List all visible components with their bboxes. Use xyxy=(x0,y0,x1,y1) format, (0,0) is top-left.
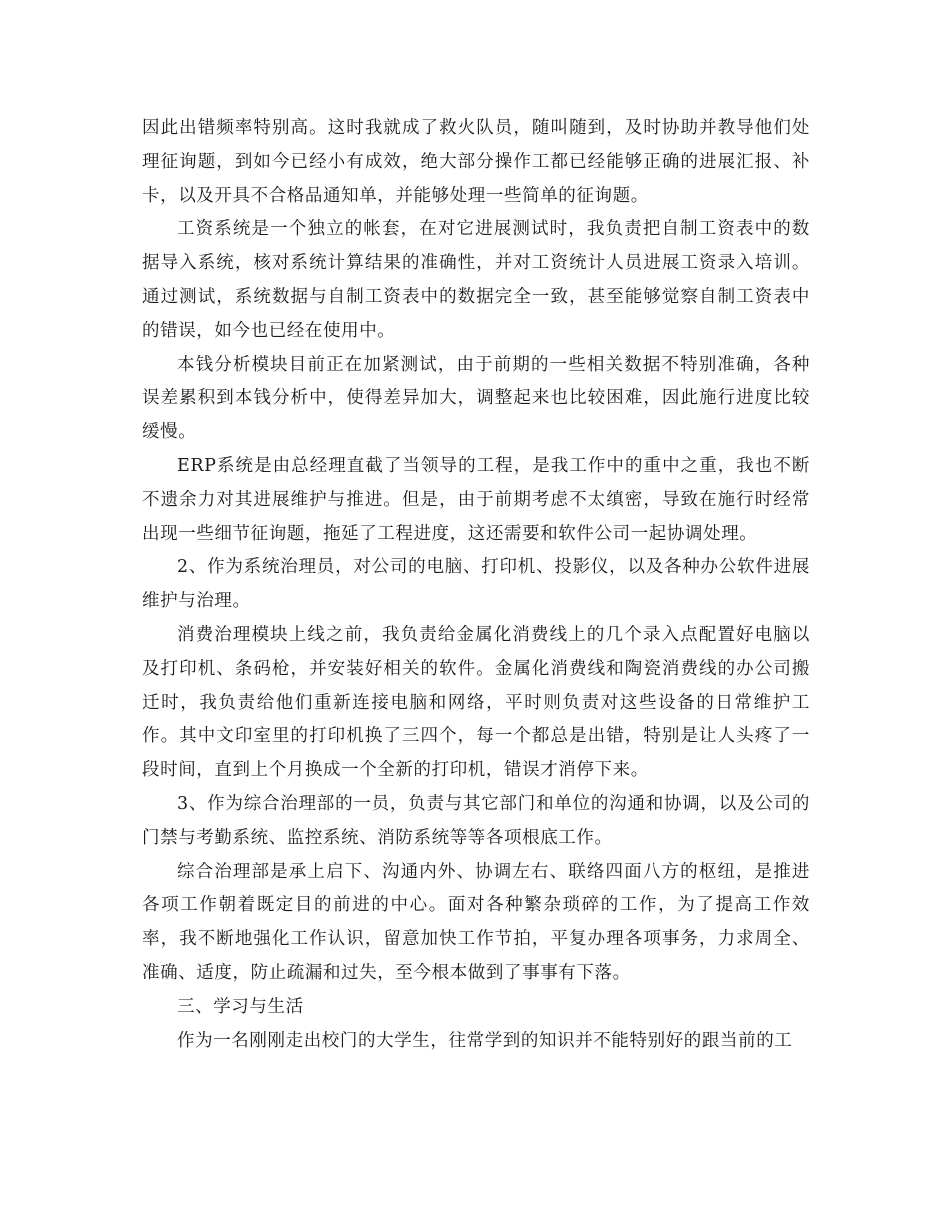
document-body xyxy=(142,112,810,1058)
paragraph-erp-system: ERP系统是由总经理直截了当领导的工程，是我工作中的重中之重，我也不断不遗余力对其进展维护与推进。但是，由于前期考虑不太缜密，导致在施行时经常出现一些细节征询题，拖延了工程进度，这还需要和软件公司一起协调处理。 xyxy=(142,455,810,544)
section-heading-study-life: 三、学习与生活 xyxy=(177,996,304,1017)
paragraph-general-admin: 综合治理部是承上启下、沟通内外、协调左右、联络四面八方的枢纽，是推进各项工作朝着既定目的前进的中心。面对各种繁杂琐碎的工作，为了提高工作效率，我不断地强化工作认识，留意加快工作节拍，平复办理各项事务，力求周全、准确、适度，防止疏漏和过失，至今根本做到了事事有下落。 xyxy=(142,861,810,983)
paragraph-cost-analysis: 本钱分析模块目前正在加紧测试，由于前期的一些相关数据不特别准确，各种误差累积到本钱分析中，使得差异加大，调整起来也比较困难，因此施行进度比较缓慢。 xyxy=(142,354,810,443)
paragraph-system-admin-heading: 2、作为系统治理员，对公司的电脑、打印机、投影仪，以及各种办公软件进展维护与治理。 xyxy=(142,557,810,612)
paragraph-general-admin-heading: 3、作为综合治理部的一员，负责与其它部门和单位的沟通和协调，以及公司的门禁与考勤系统、监控系统、消防系统等等各项根底工作。 xyxy=(142,793,810,848)
paragraph-payroll-system: 工资系统是一个独立的帐套，在对它进展测试时，我负责把自制工资表中的数据导入系统，核对系统计算结果的准确性，并对工资统计人员进展工资录入培训。通过测试，系统数据与自制工资表中的数据完全一致，甚至能够觉察自制工资表中的错误，如今也已经在使用中。 xyxy=(142,219,810,341)
paragraph-study-life: 作为一名刚刚走出校门的大学生，往常学到的知识并不能特别好的跟当前的工 xyxy=(177,1030,793,1051)
paragraph-production-module: 消费治理模块上线之前，我负责给金属化消费线上的几个录入点配置好电脑以及打印机、条码枪，并安装好相关的软件。金属化消费线和陶瓷消费线的办公司搬迁时，我负责给他们重新连接电脑和网络，平时则负责对这些设备的日常维护工作。其中文印室里的打印机换了三四个，每一个都总是出错，特别是让人头疼了一段时间，直到上个月换成一个全新的打印机，错误才消停下来。 xyxy=(142,624,810,781)
paragraph-continuation: 因此出错频率特别高。这时我就成了救火队员，随叫随到，及时协助并教导他们处理征询题，到如今已经小有成效，绝大部分操作工都已经能够正确的进展汇报、补卡，以及开具不合格品通知单，并能够处理一些简单的征询题。 xyxy=(142,118,810,206)
